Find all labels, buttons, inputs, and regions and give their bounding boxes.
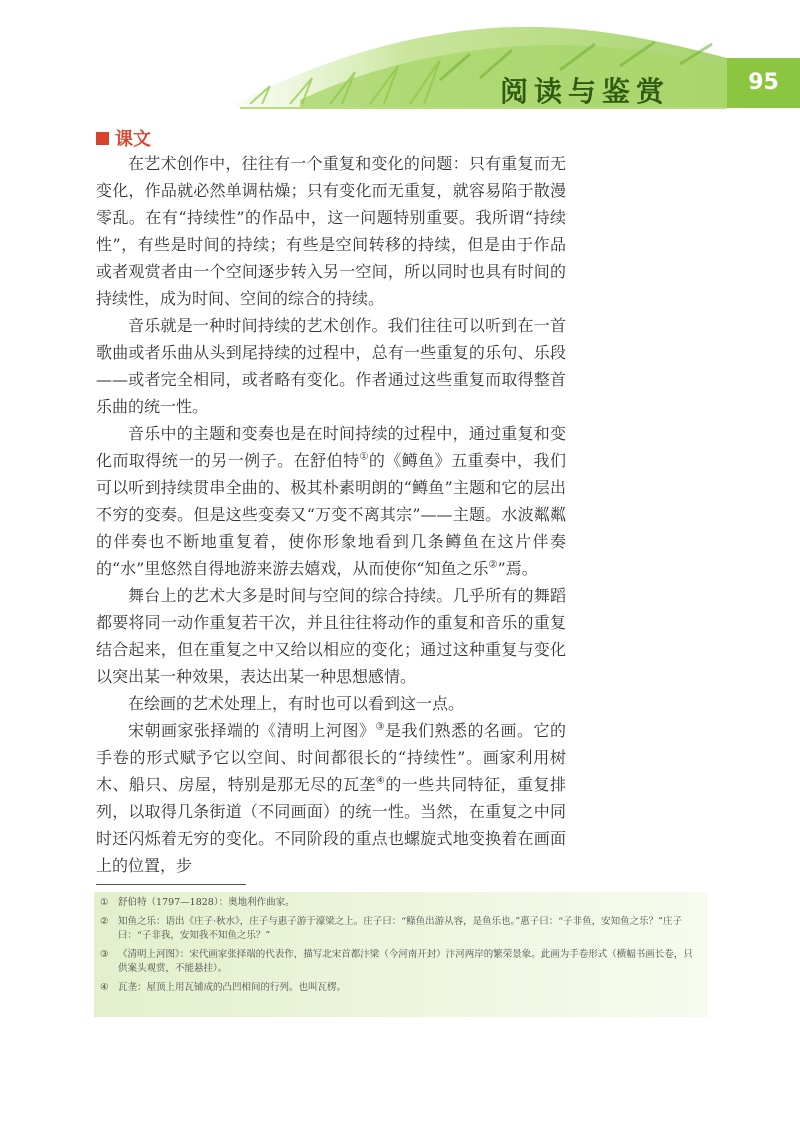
footnote-ref-3[interactable]: ③ [375, 721, 385, 733]
footnote-number: ③ [100, 949, 109, 960]
paragraph-3-text-b: 的《鳟鱼》五重奏中，我们可以听到持续贯串全曲的、极其朴素明朗的“鳟鱼”主题和它的层出不穷的变奏。但是这些变奏又“万变不离其宗”——主题。水波粼粼的伴奏也不断地重复着，使你形象地看到几条鳟鱼在这片伴奏的“水”里悠然自得地游来游去嬉戏，从而使你“知鱼之乐 [96, 451, 566, 578]
paragraph-3-text-a: 音乐中的主题和变奏也是在时间持续的过程中，通过重复和变化而取得统一的另一例子。在舒伯特 [96, 424, 566, 470]
footnote-ref-4[interactable]: ④ [375, 775, 386, 787]
article-body [96, 150, 566, 879]
footnote-number: ② [100, 916, 109, 927]
page-number: 95 [748, 70, 779, 95]
paragraph-6 [96, 717, 566, 879]
section-title: 课文 [115, 129, 151, 150]
paragraph-6-text-a: 宋朝画家张择端的《清明上河图》 [128, 721, 376, 740]
footnote-list [100, 896, 700, 1000]
footnote-ref-2[interactable]: ② [488, 559, 498, 571]
footnote-divider [96, 884, 246, 885]
footnote-number: ① [100, 897, 109, 908]
footnote-item [100, 981, 700, 995]
paragraph-2: 音乐就是一种时间持续的艺术创作。我们往往可以听到在一首歌曲或者乐曲从头到尾持续的过程中，总有一些重复的乐句、乐段——或者完全相同，或者略有变化。作者通过这些重复而取得整首乐曲的统一性。 [96, 316, 566, 416]
footnote-text: 舒伯特（1797—1828）：奥地利作曲家。 [118, 897, 295, 908]
paragraph-5: 在绘画的艺术处理上，有时也可以看到这一点。 [128, 694, 465, 713]
section-heading [96, 127, 151, 149]
footnote-item [100, 948, 700, 976]
paragraph-3-text-c: ”焉。 [497, 559, 538, 578]
paragraph-6-text-c: 的一些共同特征，重复排列，以取得几条街道（不同画面）的统一性。当然，在重复之中同时还闪烁着无穷的变化。不同阶段的重点也螺旋式地变换着在画面上的位置，步 [96, 775, 566, 875]
footnote-text: 《清明上河图》：宋代画家张择端的代表作，描写北宋首都汴梁（今河南开封）汴河两岸的繁荣景象。此画为手卷形式（横幅书画长卷，只供案头观赏，不能悬挂）。 [118, 949, 693, 974]
footnote-text: 知鱼之乐：语出《庄子·秋水》，庄子与惠子游于濠梁之上。庄子曰：“鲦鱼出游从容，是鱼乐也。”惠子曰：“子非鱼，安知鱼之乐？”庄子曰：“子非我，安知我不知鱼之乐？” [118, 916, 682, 941]
header-title: 阅读与鉴赏 [500, 75, 671, 108]
paragraph-4: 舞台上的艺术大多是时间与空间的综合持续。几乎所有的舞蹈都要将同一动作重复若干次，并且往往将动作的重复和音乐的重复结合起来，但在重复之中又给以相应的变化；通过这种重复与变化以突出某一种效果，表达出某一种思想感情。 [96, 586, 566, 686]
footnote-item [100, 915, 700, 943]
paragraph-6-text-b: 是我们熟悉的名画。它的手卷的形式赋予它以空间、时间都很长的“持续性”。画家利用树木、船只、房屋，特别是那无尽的瓦垄 [96, 721, 566, 794]
footnote-ref-1[interactable]: ① [359, 451, 369, 463]
square-bullet-icon [96, 132, 109, 145]
page-number-box [727, 58, 800, 108]
footnote-item [100, 896, 700, 910]
paragraph-1: 在艺术创作中，往往有一个重复和变化的问题：只有重复而无变化，作品就必然单调枯燥；只有变化而无重复，就容易陷于散漫零乱。在有“持续性”的作品中，这一问题特别重要。我所谓“持续性”，有些是时间的持续；有些是空间转移的持续，但是由于作品或者观赏者由一个空间逐步转入另一空间，所以同时也具有时间的持续性，成为时间、空间的综合的持续。 [96, 154, 566, 308]
footnote-text: 瓦垄：屋顶上用瓦铺成的凸凹相间的行列。也叫瓦楞。 [118, 982, 347, 993]
header-grass-decoration [0, 0, 800, 110]
paragraph-3 [96, 420, 566, 582]
footnote-number: ④ [100, 982, 109, 993]
